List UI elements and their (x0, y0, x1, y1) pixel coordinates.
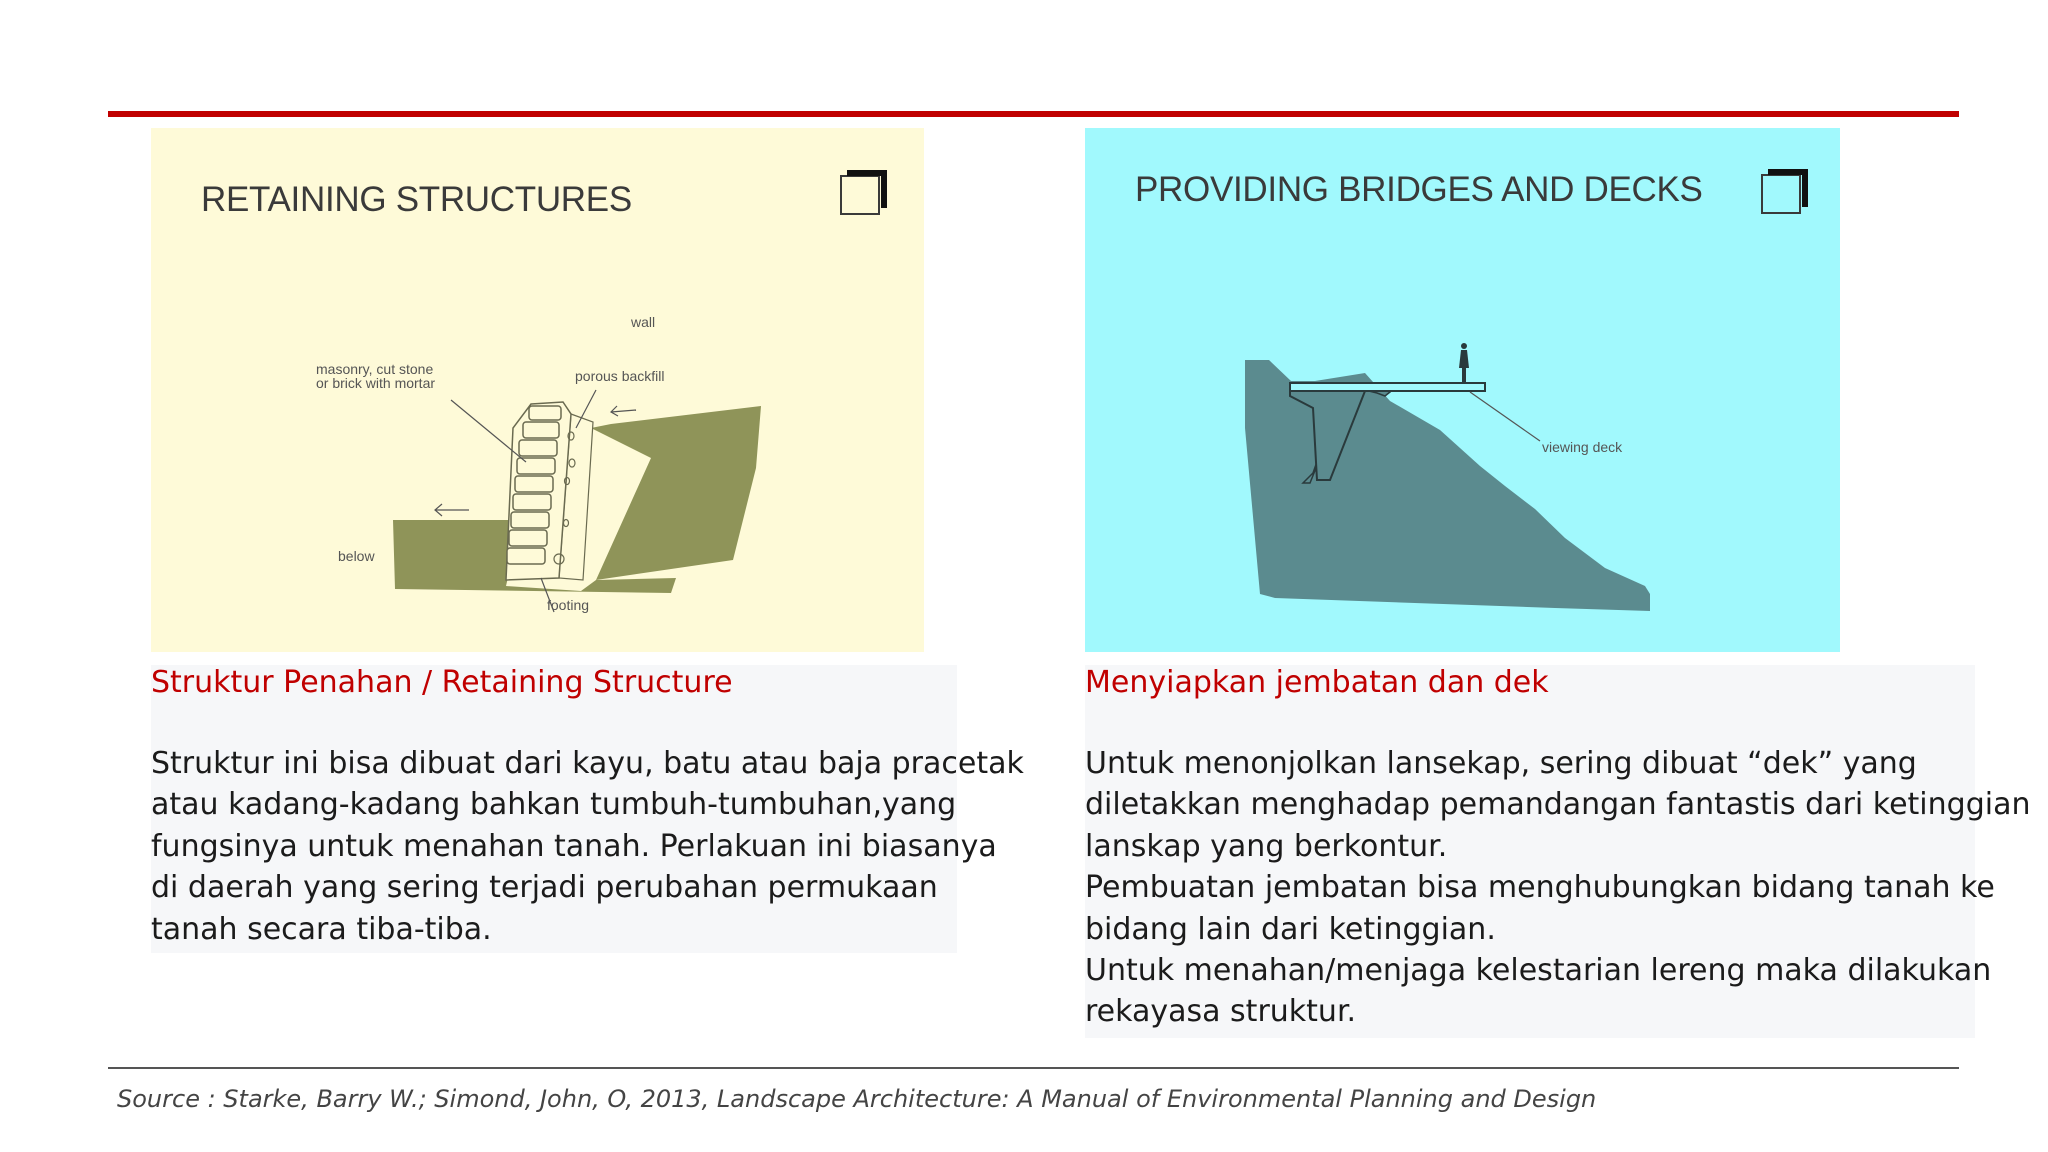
bridges-decks-panel (1085, 128, 1840, 652)
top-red-rule (108, 111, 1959, 117)
panel-title: PROVIDING BRIDGES AND DECKS (1135, 170, 1703, 209)
text-line: Untuk menahan/menjaga kelestarian lereng maka dilakukan (1085, 953, 1992, 989)
text-line: fungsinya untuk menahan tanah. Perlakuan ini biasanya (151, 828, 997, 864)
text-line: lanskap yang berkontur. (1085, 828, 1448, 864)
text-line: tanah secara tiba-tiba. (151, 911, 492, 947)
text-line: rekayasa struktur. (1085, 994, 1357, 1030)
label-below: below (338, 548, 375, 564)
corner-bracket-icon (1760, 169, 1808, 217)
bottom-gray-rule (108, 1067, 1959, 1069)
panel-title: RETAINING STRUCTURES (201, 180, 632, 219)
text-line: atau kadang-kadang bahkan tumbuh-tumbuhan,yang (151, 787, 957, 823)
text-line: diletakkan menghadap pemandangan fantastis dari ketinggian (1085, 787, 2031, 823)
masonry-wall (506, 402, 571, 580)
label-masonry-line2: or brick with mortar (316, 375, 436, 391)
corner-bracket-icon (839, 170, 887, 218)
label-footing: footing (547, 597, 590, 613)
label-viewing-deck: viewing deck (1542, 439, 1623, 455)
retaining-structure-description (151, 665, 1024, 953)
label-masonry-line1: masonry, cut stone (316, 361, 434, 377)
source-citation: Source : Starke, Barry W.; Simond, John, O, 2013, Landscape Architecture: A Manual of Environmental Planning and Design (117, 1085, 1597, 1113)
label-wall: wall (631, 314, 656, 330)
deck-platform (1290, 383, 1485, 391)
body-text (151, 743, 1024, 950)
text-line: di daerah yang sering terjadi perubahan permukaan (151, 870, 938, 906)
section-heading: Menyiapkan jembatan dan dek (1085, 665, 1549, 700)
text-line: bidang lain dari ketinggian. (1085, 911, 1496, 947)
label-porous-backfill: porous backfill (575, 368, 665, 384)
section-heading: Struktur Penahan / Retaining Structure (151, 665, 733, 700)
body-text (1085, 743, 2030, 1033)
bridges-decks-description (1085, 665, 2031, 1038)
text-line: Pembuatan jembatan bisa menghubungkan bidang tanah ke (1085, 870, 1995, 906)
text-line: Untuk menonjolkan lansekap, sering dibuat “dek” yang (1085, 746, 1917, 781)
text-line: Struktur ini bisa dibuat dari kayu, batu atau baja pracetak (151, 746, 1024, 781)
retaining-structures-panel (151, 128, 924, 652)
